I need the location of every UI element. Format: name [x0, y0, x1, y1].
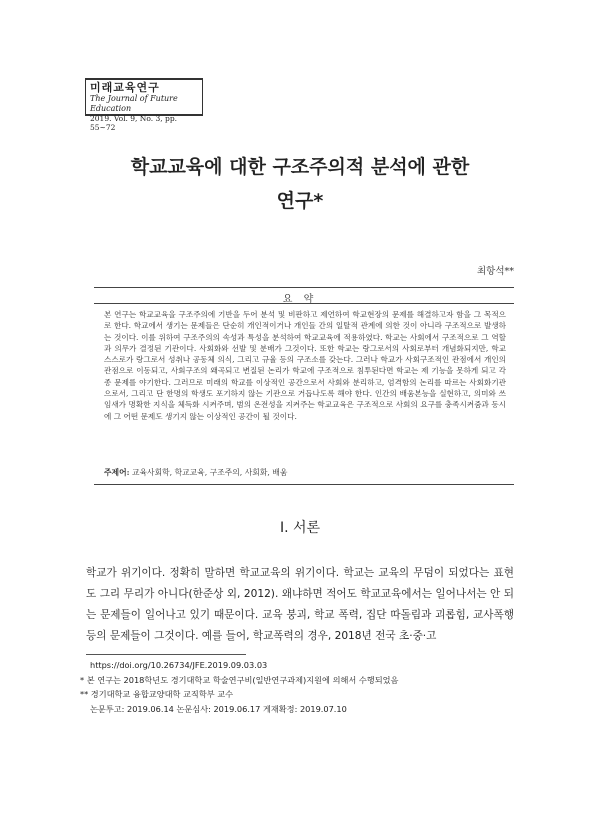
intro-paragraph: 학교가 위기이다. 정확히 말하면 학교교육의 위기이다. 학교는 교육의 무덤이 되었다는 표현도 그리 무리가 아니다(한준상 외, 2012). 왜냐하면 적어도 학교교육에서는 일어나서는 안 되는 문제들이 일어나고 있기 때문이다. 교육 붕괴, 학교 폭력, 집단 따돌림과 괴롭힘, 교사폭행 등의 문제들이 그것이다. 예를 들어, 학교폭력의 경우, 2018년 전국 초·중·고 [86, 567, 514, 642]
journal-name-english: The Journal of Future Education [90, 94, 178, 113]
abstract-heading-rule [94, 303, 514, 304]
footnotes [80, 658, 520, 716]
section-title: Ⅰ. 서론 [279, 520, 321, 536]
footnote-funding: * 본 연구는 2018학년도 경기대학교 학술연구비(일반연구과제)지원에 의해서 수행되었음 [80, 674, 399, 685]
abstract-top-rule [94, 287, 514, 288]
journal-volume: 2019. Vol. 9, No. 3, pp. 55~72 [90, 114, 178, 132]
keywords-label: 주제어: [104, 468, 130, 477]
author-name: 최항석** [476, 266, 514, 277]
submission-dates: 논문투고: 2019.06.14 논문심사: 2019.06.17 게재확정: 2019.07.10 [90, 703, 347, 714]
footnote-rule [86, 654, 246, 655]
journal-masthead [85, 78, 203, 132]
paper-title-line-2: 연구* [276, 190, 324, 212]
abstract-bottom-rule [94, 484, 514, 485]
footnote-affiliation: ** 경기대학교 융합교양대학 교직학부 교수 [80, 689, 234, 699]
paper-title-line-1: 학교교육에 대한 구조주의적 분석에 관한 [130, 156, 470, 178]
doi-link[interactable]: https://doi.org/10.26734/JFE.2019.09.03.03 [90, 660, 268, 670]
abstract-text: 본 연구는 학교교육을 구조주의에 기반을 두어 분석 및 비판하고 제언하여 학교현장의 문제를 해결하고자 함을 그 목적으로 한다. 학교에서 생기는 문제들은 단순히 개인적이거나 개인들 간의 일탈적 관계에 의한 것이 아니라 구조적으로 발생하는 것이다. 이를 위하여 구조주의의 속성과 특성을 분석하여 학교교육에 적용하였다. 학교는 사회에서 구조적으로 그 역할과 의무가 결정된 기관이다. 사회화와 선발 및 분배가 그것이다. 또한 학교는 랑그로서의 사회로부터 개념화되지만, 학교 스스로가 랑그로서 성취나 공동체 의식, 그리고 규율 등의 구조소를 갖는다. 그러나 학교가 사회구조적인 관점에서 개인의 관점으로 이동되고, 사회구조의 왜곡되고 변질된 논리가 학교에 구조적으로 침투된다면 학교는 제 기능을 못하게 되고 각종 문제를 야기한다. 그러므로 미래의 학교를 이상적인 공간으로서 사회와 분리하고, 엄격함의 논리를 따르는 사회화기관으로서, 그리고 단 한명의 학생도 포기하지 않는 기관으로 거듭나도록 해야 한다. 인간의 배움본능을 실현하고, 의미와 쓰임새가 명확한 지식을 체득화 시켜주며, 범의 온전성을 지켜주는 학교교육은 구조적으로 사회의 요구를 충족시켜줌과 동시에 그 어떤 문제도 생기지 않는 이상적인 공간이 될 것이다. [104, 310, 506, 421]
abstract-heading: 요 약 [282, 294, 318, 305]
journal-name-korean: 미래교육연구 [90, 81, 160, 94]
keywords-list: 교육사회학, 학교교육, 구조주의, 사회화, 배움 [131, 468, 288, 477]
keywords [104, 467, 506, 478]
